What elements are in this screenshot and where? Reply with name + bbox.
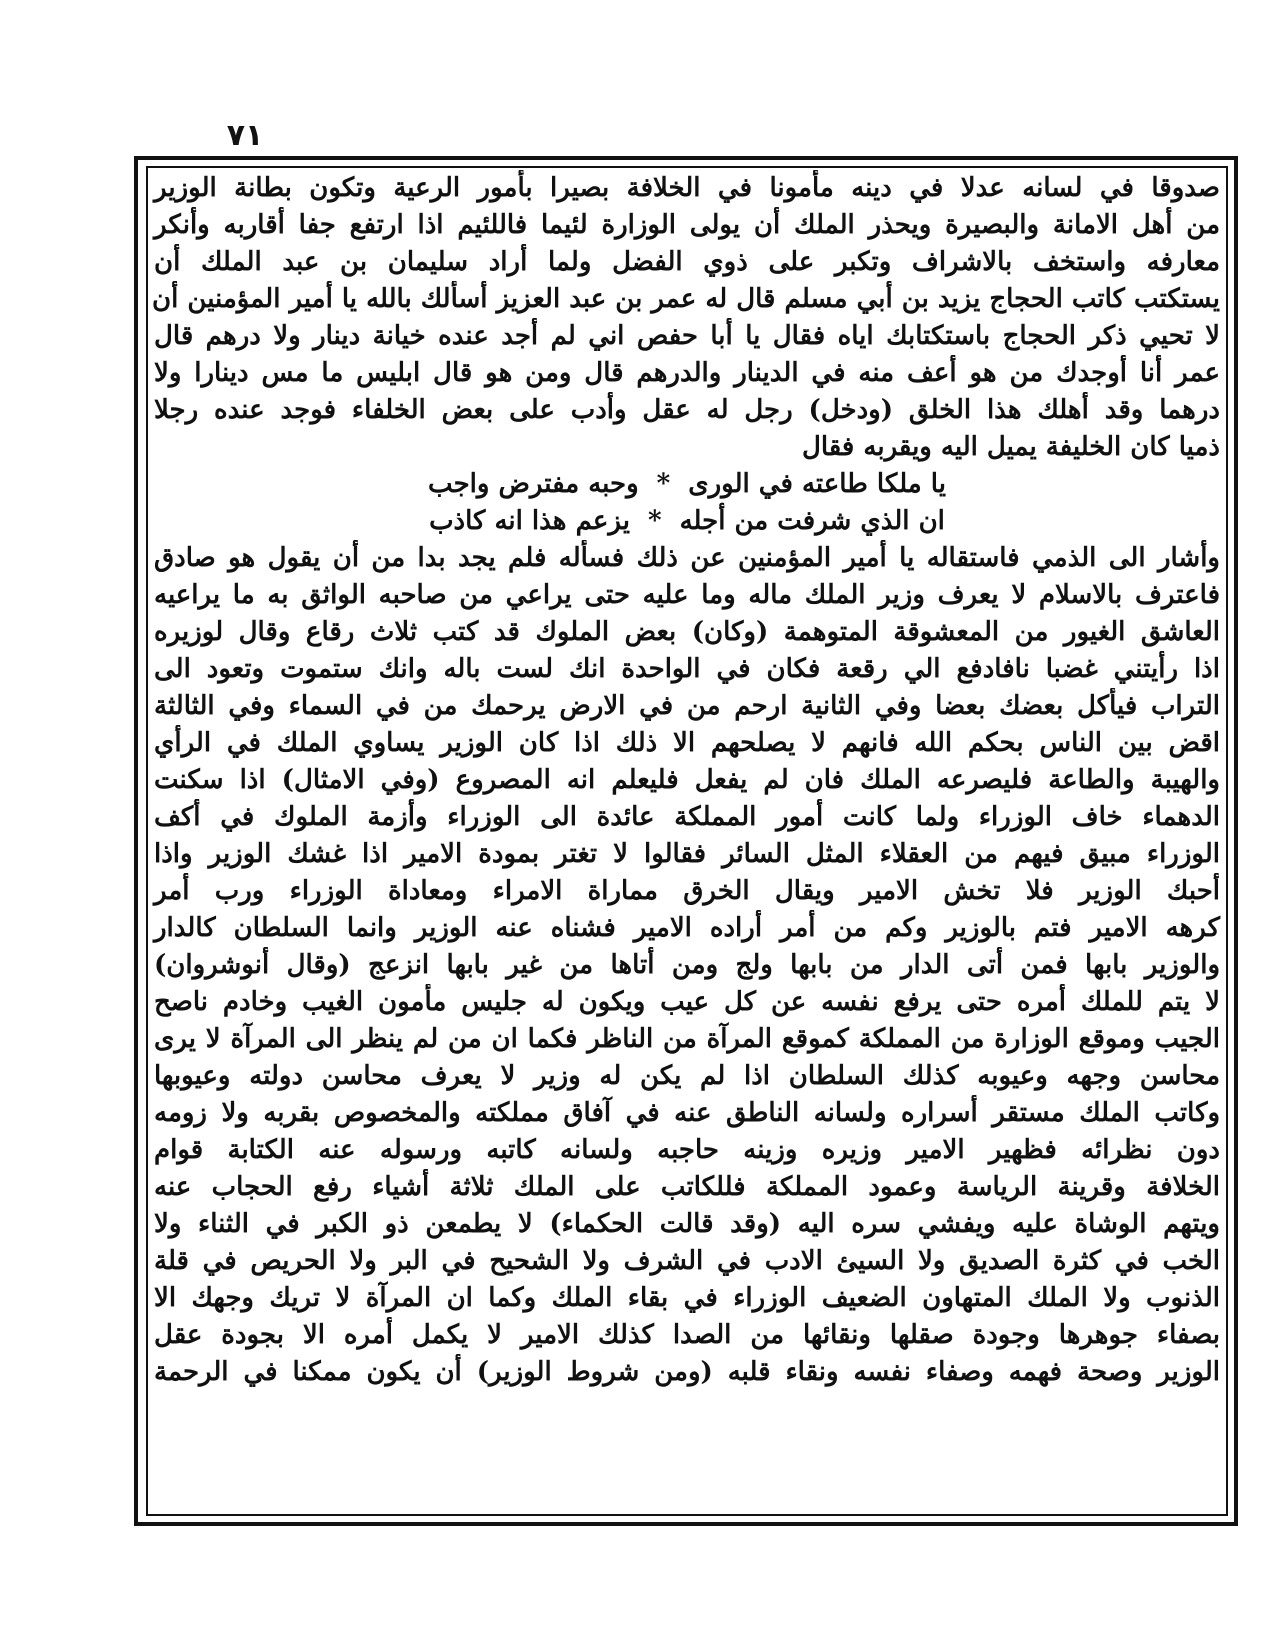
- text-line: عمر أنا أوجدك من هو أعف منه في الدينار والدرهم قال ومن هو قال ابليس ما مس دينارا ولا: [154, 358, 1220, 388]
- text-line: وكاتب الملك مستقر أسراره ولسانه الناطق عنه في آفاق مملكته والمخصوص بقربه ولا زومه: [154, 1098, 1220, 1128]
- text-line: لا تحيي ذكر الحجاج باستكتابك اياه فقال يا أبا حفص اني لم أجد عنده خيانة دينار ولا درهم قال: [154, 321, 1220, 351]
- verse-hemistich-first: يا ملكا طاعته في الورى: [688, 469, 946, 499]
- text-line: درهما وقد أهلك هذا الخلق (ودخل) رجل له عقل وأدب على بعض الخلفاء فوجد عنده رجلا: [154, 395, 1220, 425]
- text-line: أحبك الوزير فلا تخش الامير ويقال الخرق مماراة الامراء ومعاداة الوزراء ورب أمر: [154, 876, 1220, 906]
- main-text: [152, 170, 1222, 1510]
- text-line: بصفاء جوهرها وجودة صقلها ونقائها من الصدا كذلك الامير لا يكمل أمره الا بجودة عقل: [154, 1320, 1220, 1350]
- verse-hemistich-second: وحبه مفترض واجب: [428, 469, 639, 499]
- text-line: محاسن وجهه وعيوبه كذلك السلطان اذا لم يكن له وزير لا يعرف محاسن دولته وعيوبها: [154, 1061, 1220, 1091]
- text-line: من أهل الامانة والبصيرة ويحذر الملك أن يولى الوزارة لئيما فاللئيم اذا ارتفع جفا أقاربه وأنكر: [154, 210, 1220, 240]
- page-number: ٧١: [226, 118, 264, 153]
- text-line: لا يتم للملك أمره حتى يرفع نفسه عن كل عيب ويكون له جليس مأمون الغيب وخادم ناصح: [154, 987, 1220, 1017]
- text-line: يستكتب كاتب الحجاج يزيد بن أبي مسلم قال له عمر بن عبد العزيز أسألك بالله يا أمير المؤمنين أن: [152, 284, 1220, 314]
- text-line: الجيب وموقع الوزارة من المملكة كموقع المرآة من الناظر فكما ان من لم ينظر الى المرآة لا يرى: [154, 1024, 1220, 1054]
- text-line: اقض بين الناس بحكم الله فانهم لا يصلحهم الا ذلك اذا كان الوزير يساوي الملك في الرأي: [154, 728, 1220, 758]
- text-line: اذا رأيتني غضبا نافادفع الي رقعة فكان في الواحدة انك لست باله وانك ستموت وتعود الى: [154, 654, 1220, 684]
- text-line: وأشار الى الذمي فاستقاله يا أمير المؤمنين عن ذلك فسأله فلم يجد بدا من أن يقول هو صادق: [154, 543, 1220, 573]
- poem-verse: [152, 466, 1222, 503]
- verse-separator: *: [656, 469, 671, 499]
- text-line: صدوقا في لسانه عدلا في دينه مأمونا في الخلافة بصيرا بأمور الرعية وتكون بطانة الوزير: [154, 173, 1220, 203]
- text-line: والهيبة والطاعة فليصرعه الملك فان لم يفعل فليعلم انه المصروع (وفي الامثال) اذا سكنت: [154, 765, 1220, 795]
- text-line: الذنوب ولا الملك المتهاون الضعيف الوزراء في بقاء الملك وكما ان المرآة لا تريك وجهك الا: [154, 1283, 1220, 1313]
- text-line: ذميا كان الخليفة يميل اليه ويقربه فقال: [801, 432, 1220, 462]
- text-line: والوزير بابها فمن أتى الدار من بابها ولج ومن أتاها من غير بابها انزعج (وقال أنوشروان): [154, 950, 1220, 980]
- verse-separator: *: [647, 506, 662, 536]
- text-line: العاشق الغيور من المعشوقة المتوهمة (وكان) بعض الملوك قد كتب ثلاث رقاع وقال لوزيره: [154, 617, 1220, 647]
- poem-verse: [152, 503, 1222, 540]
- text-line: التراب فيأكل بعضك بعضا وفي الثانية ارحم من في الارض يرحمك من في السماء وفي الثالثة: [154, 691, 1220, 721]
- verse-hemistich-first: ان الذي شرفت من أجله: [679, 506, 945, 536]
- text-line: الخب في كثرة الصديق ولا السيئ الادب في الشرف ولا الشحيح في البر ولا الحريص في قلة: [154, 1246, 1220, 1276]
- text-line: دون نظرائه فظهير الامير وزيره وزينه حاجبه ولسانه كاتبه ورسوله عنه الكتابة قوام: [154, 1135, 1220, 1165]
- text-line: ويتهم الوشاة عليه ويفشي سره اليه (وقد قالت الحكماء) لا يطمعن ذو الكبر في الثناء ولا: [154, 1209, 1220, 1239]
- text-line: الوزراء مبيق فيهم من العقلاء المثل السائر فقالوا لا تغتر بمودة الامير اذا غشك الوزير واذا: [154, 839, 1220, 869]
- text-line: الوزير وصحة فهمه وصفاء نفسه ونقاء قلبه (ومن شروط الوزير) أن يكون ممكنا في الرحمة: [154, 1357, 1220, 1387]
- text-line: فاعترف بالاسلام لا يعرف وزير الملك ماله وما عليه حتى يراعي من صاحبه الواثق به ما يراعيه: [154, 580, 1220, 610]
- verse-hemistich-second: يزعم هذا انه كاذب: [429, 506, 630, 536]
- text-line: كرهه الامير فتم بالوزير وكم من أمر أراده الامير فشناه عنه الوزير وانما السلطان كالدار: [154, 913, 1220, 943]
- text-line: الخلافة وقرينة الرياسة وعمود المملكة فللكاتب على الملك ثلاثة أشياء رفع الحجاب عنه: [154, 1172, 1220, 1202]
- text-line: الدهماء خاف الوزراء ولما كانت أمور المملكة عائدة الى الوزراء وأزمة الملوك في أكف: [154, 802, 1220, 832]
- text-line: معارفه واستخف بالاشراف وتكبر على ذوي الفضل ولما أراد سليمان بن عبد الملك أن: [154, 247, 1220, 277]
